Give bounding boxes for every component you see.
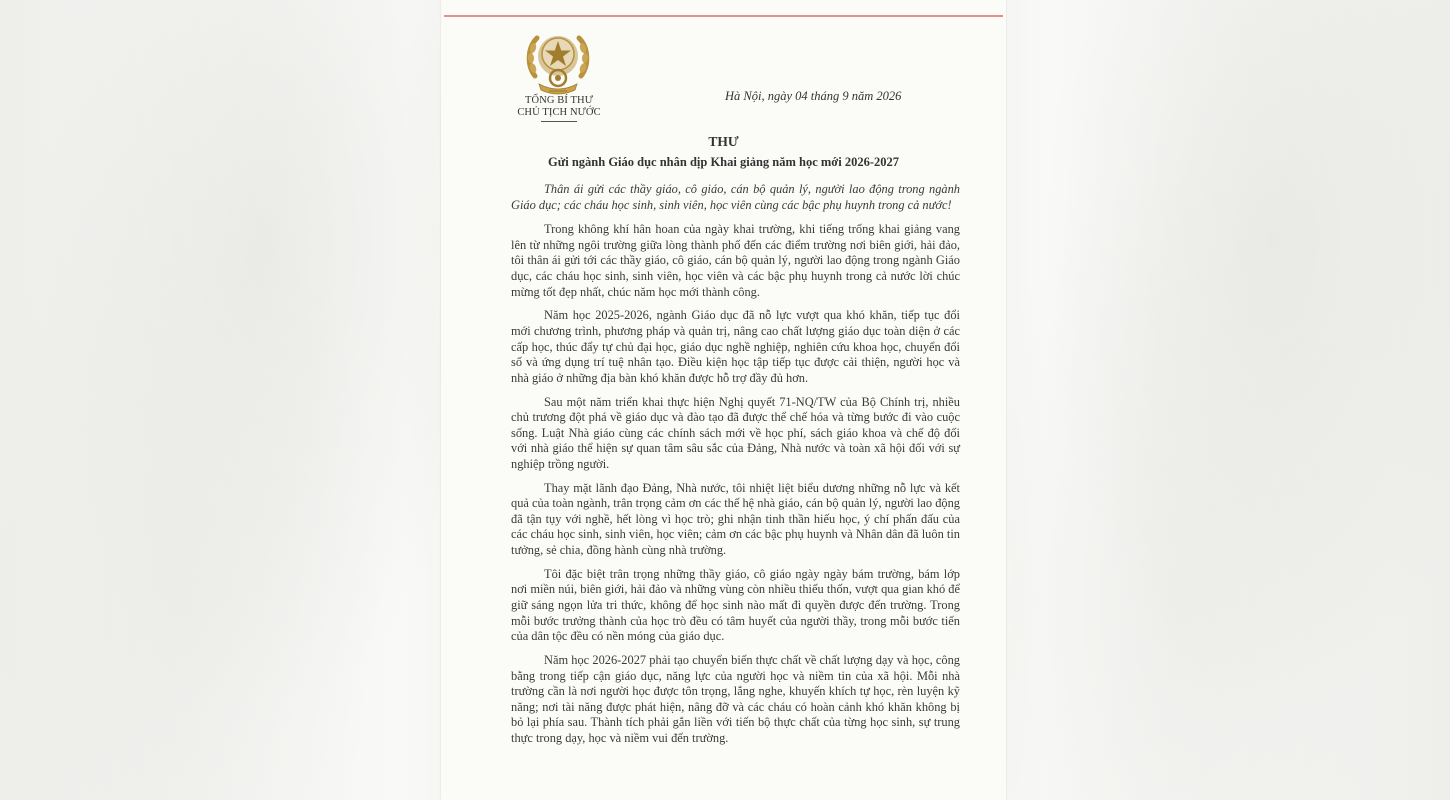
paragraph-3: Sau một năm triển khai thực hiện Nghị quyết 71-NQ/TW của Bộ Chính trị, nhiều chủ trương đột phá về giáo dục và đào tạo đã được thể chế hóa và từng bước đi vào cuộc sống. Luật Nhà giáo cùng các chính sách mới về học phí, sách giáo khoa và chế độ đối với nhà giáo thể hiện sự quan tâm sâu sắc của Đảng, Nhà nước và toàn xã hội đối với sự nghiệp trồng người. xyxy=(511,394,960,471)
paragraph-5: Tôi đặc biệt trân trọng những thầy giáo, cô giáo ngày ngày bám trường, bám lớp nơi miền núi, biên giới, hải đảo và những vùng còn nhiều thiếu thốn, vượt qua gian khó để giữ sáng ngọn lửa tri thức, không để học sinh nào mất đi quyền được đến trường. Trong mỗi bước trưởng thành của học trò đều có tâm huyết của người thầy, trong mỗi bước tiến của dân tộc đều có nền móng của giáo dục. xyxy=(511,566,960,644)
greeting: Thân ái gửi các thầy giáo, cô giáo, cán bộ quản lý, người lao động trong ngành Giáo dục; các cháu học sinh, sinh viên, học viên cùng các bậc phụ huynh trong cả nước! xyxy=(511,182,960,212)
paragraph-6: Năm học 2026-2027 phải tạo chuyển biến thực chất về chất lượng dạy và học, công bằng trong tiếp cận giáo dục, năng lực của người học và niềm tin của xã hội. Mỗi nhà trường cần là nơi người học được tôn trọng, lắng nghe, khuyến khích tự học, rèn luyện kỹ năng; nơi tài năng được phát hiện, nâng đỡ và các cháu có hoàn cảnh khó khăn không bị bỏ lại phía sau. Thành tích phải gắn liền với tiến bộ thực chất của từng học sinh, sự trung thực trong dạy, học và niềm vui đến trường. xyxy=(511,652,960,745)
issuer-line-1: TỔNG BÍ THƯ xyxy=(525,95,593,106)
paragraph-2: Năm học 2025-2026, ngành Giáo dục đã nỗ lực vượt qua khó khăn, tiếp tục đổi mới chương trình, phương pháp và quản trị, nâng cao chất lượng giáo dục toàn diện ở các cấp học, thúc đẩy tự chủ đại học, giáo dục nghề nghiệp, nghiên cứu khoa học, chuyển đổi số và ứng dụng trí tuệ nhân tạo. Điều kiện học tập tiếp tục được cải thiện, người học và nhà giáo ở những địa bàn khó khăn được hỗ trợ đầy đủ hơn. xyxy=(511,308,960,385)
issuer-underline xyxy=(541,121,577,122)
national-emblem-icon xyxy=(525,28,591,98)
paragraph-4: Thay mặt lãnh đạo Đảng, Nhà nước, tôi nhiệt liệt biểu dương những nỗ lực và kết quả của toàn ngành, trân trọng cảm ơn các thế hệ nhà giáo, cán bộ quản lý, người lao động đã tận tụy với nghề, hết lòng vì học trò; ghi nhận tinh thần hiếu học, ý chí phấn đấu của các cháu học sinh, sinh viên, học viên; cảm ơn các bậc phụ huynh và Nhân dân đã luôn tin tưởng, sẻ chia, đồng hành cùng nhà trường. xyxy=(511,480,960,558)
issuer-line-2: CHỦ TỊCH NƯỚC xyxy=(517,107,601,118)
background-right xyxy=(1006,0,1450,800)
header-red-rule xyxy=(444,15,1003,17)
document-subject: Gửi ngành Giáo dục nhân dịp Khai giảng năm học mới 2026-2027 xyxy=(548,155,899,169)
background-left xyxy=(0,0,441,800)
paragraph-1: Trong không khí hân hoan của ngày khai trường, khi tiếng trống khai giảng vang lên từ những ngôi trường giữa lòng thành phố đến các điểm trường nơi biên giới, hải đảo, tôi thân ái gửi tới các thầy giáo, cô giáo, cán bộ quản lý, người lao động trong ngành Giáo dục, các cháu học sinh, sinh viên, học viên và các bậc phụ huynh trong cả nước lời chúc mừng tốt đẹp nhất, chúc năm học mới thành công. xyxy=(511,222,960,299)
letter-body xyxy=(511,182,960,755)
place-date: Hà Nội, ngày 04 tháng 9 năm 2026 xyxy=(725,89,902,103)
document-type: THƯ xyxy=(708,134,739,149)
letter-page xyxy=(441,0,1006,800)
issuer-title xyxy=(499,95,619,122)
